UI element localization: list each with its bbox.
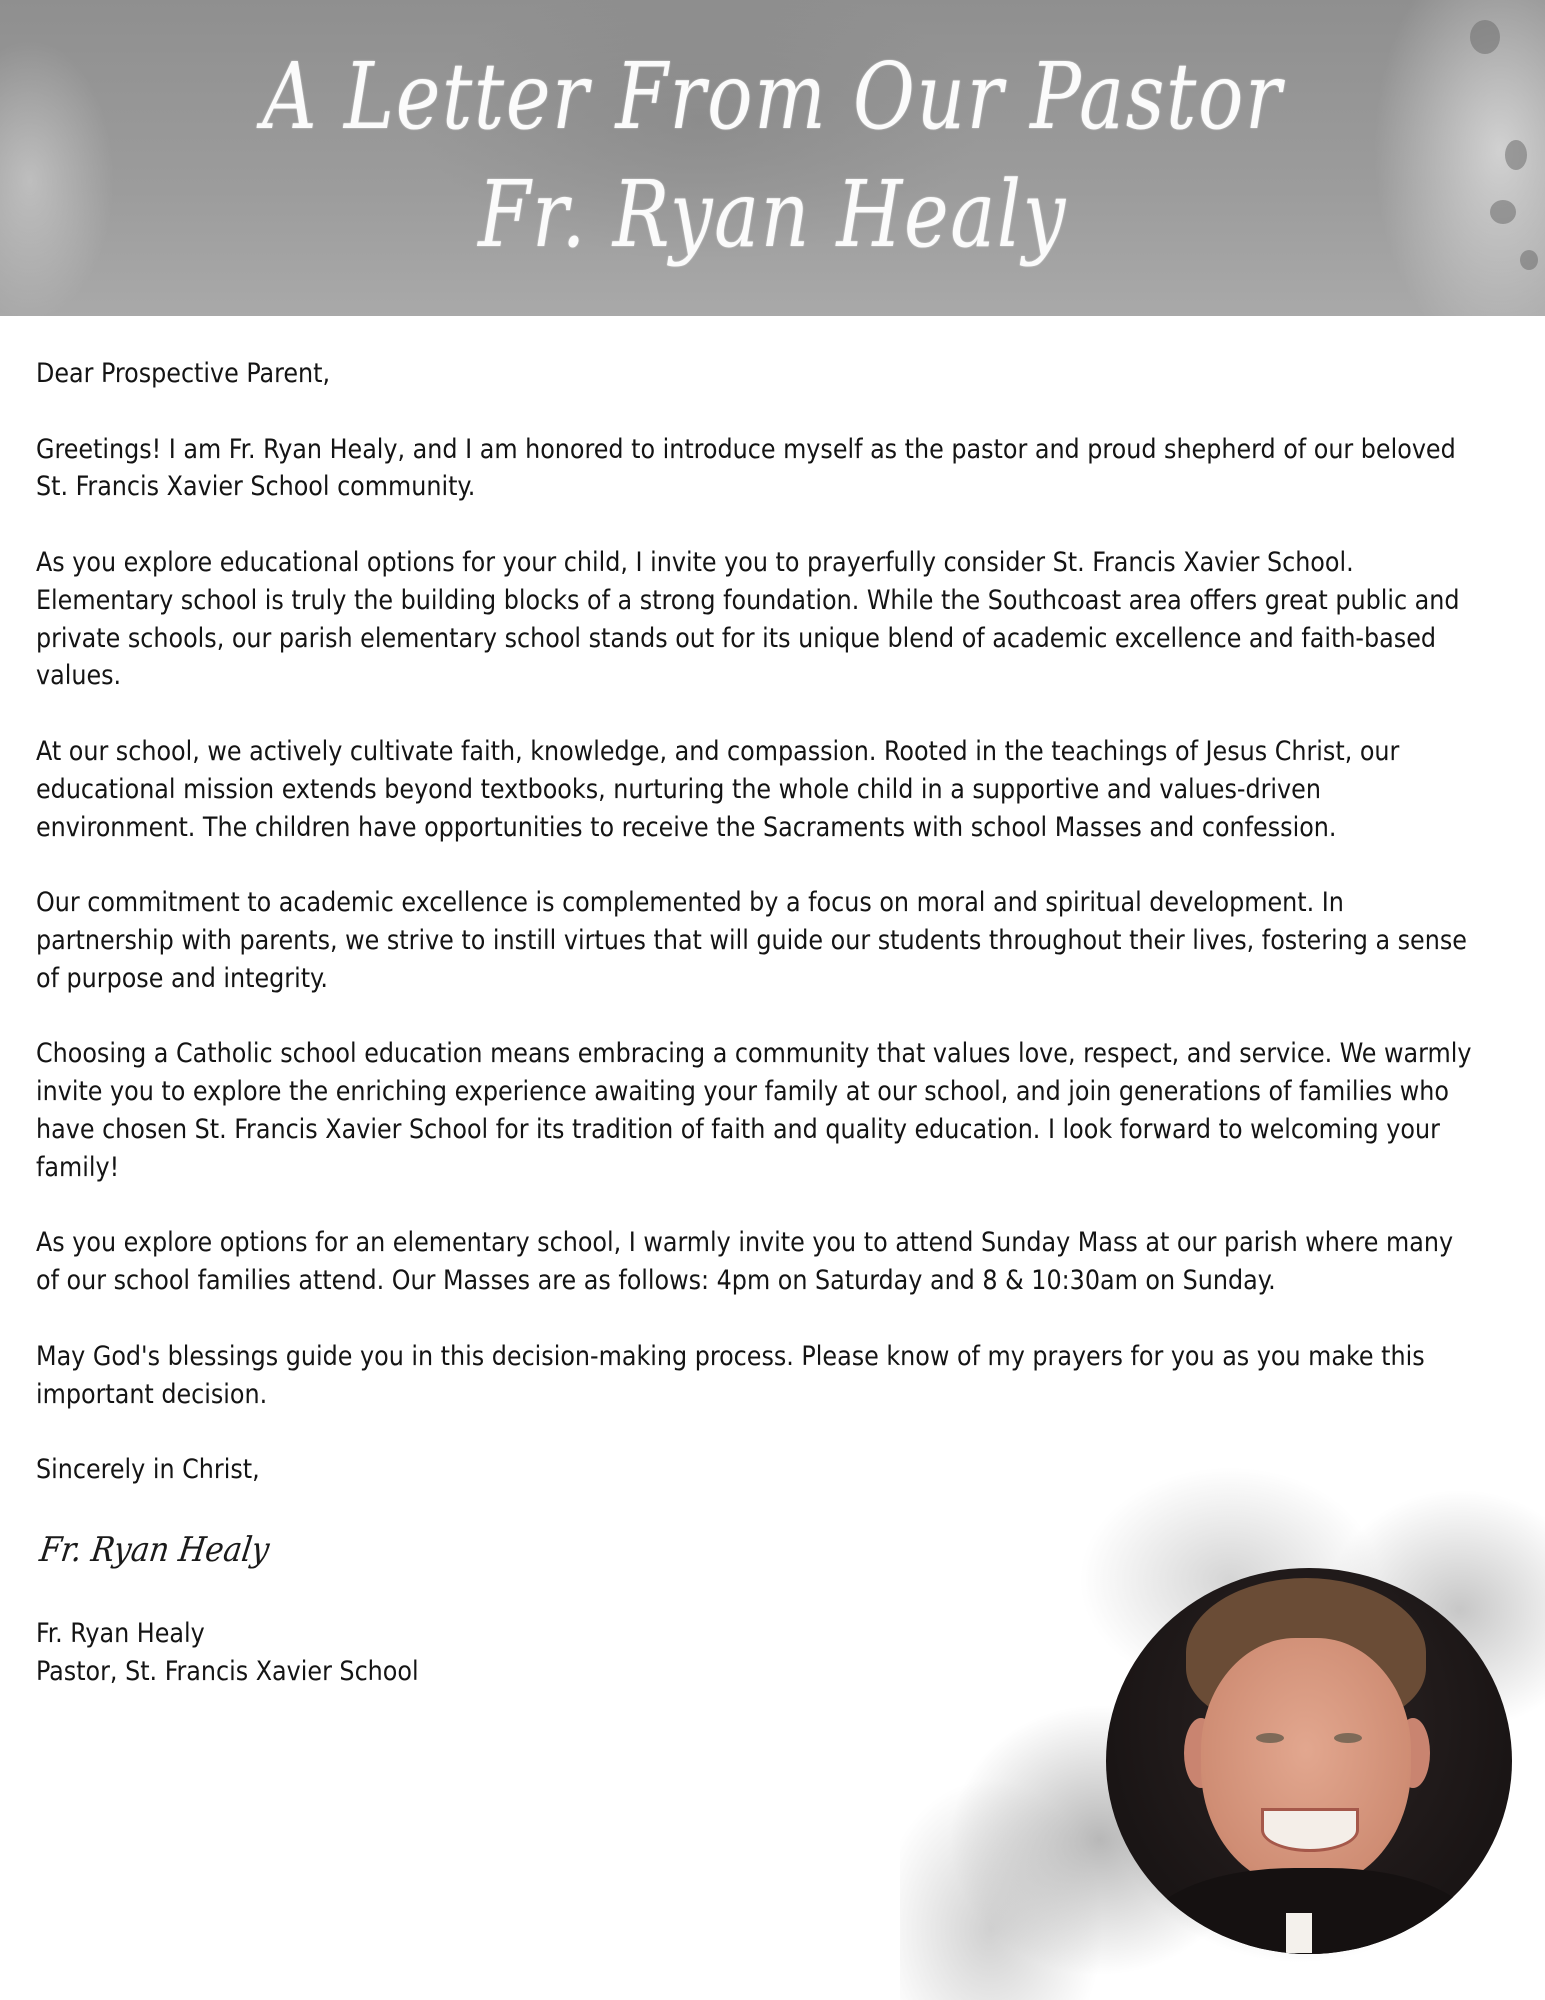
paragraph-1: Greetings! I am Fr. Ryan Healy, and I am honored to introduce myself as the pastor and proud shepherd of our beloved St. Francis Xavier School community. [36,433,1456,503]
paragraph-2: As you explore educational options for your child, I invite you to prayerfully consider St. Francis Xavier School. Elementary school is truly the building blocks of a strong foundation. While the Southcoast area offers great public and private schools, our parish elementary school stands out for its unique blend of academic excellence and faith-based values. [36,546,1460,692]
paragraph-7: May God's blessings guide you in this decision-making process. Please know of my prayers for you as you make this important decision. [36,1340,1425,1410]
closing: Sincerely in Christ, [36,1454,260,1486]
signer-role: Pastor, St. Francis Xavier School [36,1655,419,1687]
signer-name: Fr. Ryan Healy [36,1617,205,1649]
paint-spot [1505,140,1527,170]
paragraph-6: As you explore options for an elementary school, I warmly invite you to attend Sunday Mass at our parish where many of our school families attend. Our Masses are as follows: 4pm on Saturday and 8 & 10:30am on Sunday. [36,1227,1454,1297]
paint-spot [1490,200,1516,224]
signature: Fr. Ryan Healy [37,1529,272,1570]
header-banner [0,0,1545,316]
paragraph-4: Our commitment to academic excellence is complemented by a focus on moral and spiritual development. In partnership with parents, we strive to instill virtues that will guide our students throughout their lives, fostering a sense of purpose and integrity. [36,887,1467,994]
paint-spot [1520,250,1538,270]
photo-collar [1286,1913,1312,1953]
paragraph-5: Choosing a Catholic school education means embracing a community that values love, respect, and service. We warmly invite you to explore the enriching experience awaiting your family at our school, and join generations of families who have chosen St. Francis Xavier School for its tradition of faith and quality education. I look forward to welcoming your family! [36,1038,1472,1183]
paint-spot [1470,20,1500,54]
photo-eye [1256,1733,1284,1743]
photo-eye [1334,1733,1362,1743]
page-title-line2: Fr. Ryan Healy [478,161,1067,268]
letter-body [36,355,1476,1691]
salutation: Dear Prospective Parent, [36,358,331,389]
photo-smile [1261,1808,1359,1852]
page-title-line1: A Letter From Our Pastor [262,43,1283,150]
paragraph-3: At our school, we actively cultivate faith, knowledge, and compassion. Rooted in the teachings of Jesus Christ, our educational mission extends beyond textbooks, nurturing the whole child in a supportive and values-driven environment. The children have opportunities to receive the Sacraments with school Masses and confession. [36,735,1400,843]
